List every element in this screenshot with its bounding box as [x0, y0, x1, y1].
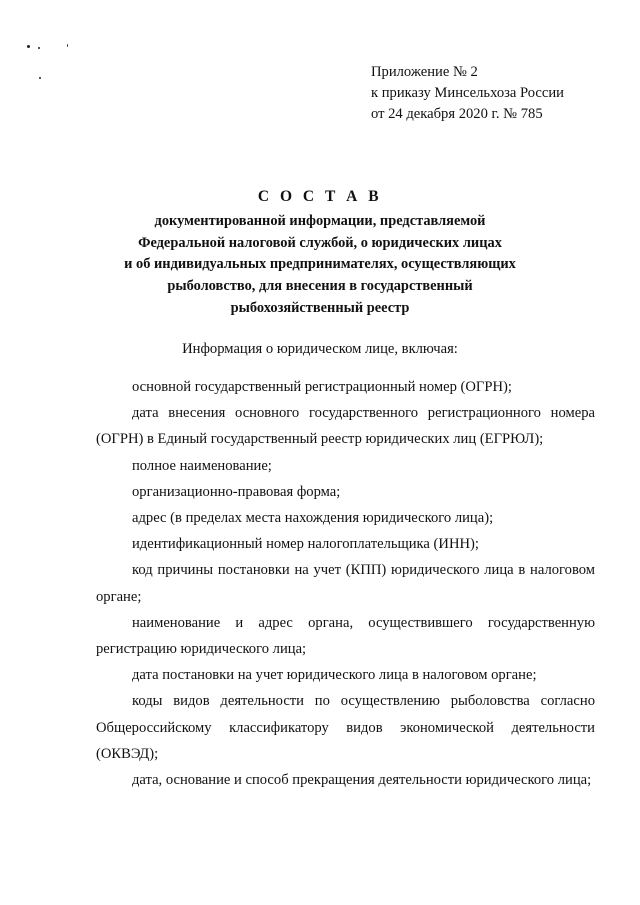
scan-speck	[27, 45, 30, 48]
scan-speck	[67, 44, 68, 47]
list-item: код причины постановки на учет (КПП) юридического лица в налоговом органе;	[96, 562, 595, 605]
item-list	[96, 374, 595, 793]
list-item: организационно-правовая форма;	[132, 483, 341, 500]
list-item: дата внесения основного государственного регистрационного номера (ОГРН) в Единый государственный реестр юридических лиц (ЕГРЮЛ);	[96, 405, 595, 448]
list-item: дата, основание и способ прекращения деятельности юридического лица;	[132, 772, 592, 789]
section-intro: Информация о юридическом лице, включая:	[182, 341, 458, 357]
list-item: идентификационный номер налогоплательщика (ИНН);	[132, 536, 479, 553]
document-subtitle	[100, 211, 540, 320]
list-item: коды видов деятельности по осуществлению рыболовства согласно Общероссийскому классификатору видов экономической деятельности (ОКВЭД);	[96, 693, 595, 762]
subtitle-line-2: Федеральной налоговой службой, о юридических лицах	[138, 234, 502, 251]
list-item: дата постановки на учет юридического лица в налоговом органе;	[132, 667, 537, 684]
annex-line-3: от 24 декабря 2020 г. № 785	[371, 106, 543, 122]
annex-line-1: Приложение № 2	[371, 64, 478, 80]
list-item: основной государственный регистрационный номер (ОГРН);	[132, 379, 512, 395]
list-item: адрес (в пределах места нахождения юридического лица);	[132, 510, 494, 527]
list-item: полное наименование;	[132, 457, 272, 474]
subtitle-line-1: документированной информации, представляемой	[154, 213, 486, 229]
subtitle-line-5: рыбохозяйственный реестр	[230, 299, 410, 316]
list-item: наименование и адрес органа, осуществившего государственную регистрацию юридического лица;	[96, 614, 595, 658]
annex-header	[371, 62, 564, 125]
annex-line-2: к приказу Минсельхоза России	[371, 85, 564, 101]
scan-speck	[38, 47, 40, 49]
subtitle-line-3: и об индивидуальных предпринимателях, осуществляющих	[124, 256, 516, 273]
document-title: С О С Т А В	[257, 188, 383, 205]
scan-speck	[39, 77, 41, 79]
subtitle-line-4: рыболовство, для внесения в государственный	[167, 278, 473, 295]
